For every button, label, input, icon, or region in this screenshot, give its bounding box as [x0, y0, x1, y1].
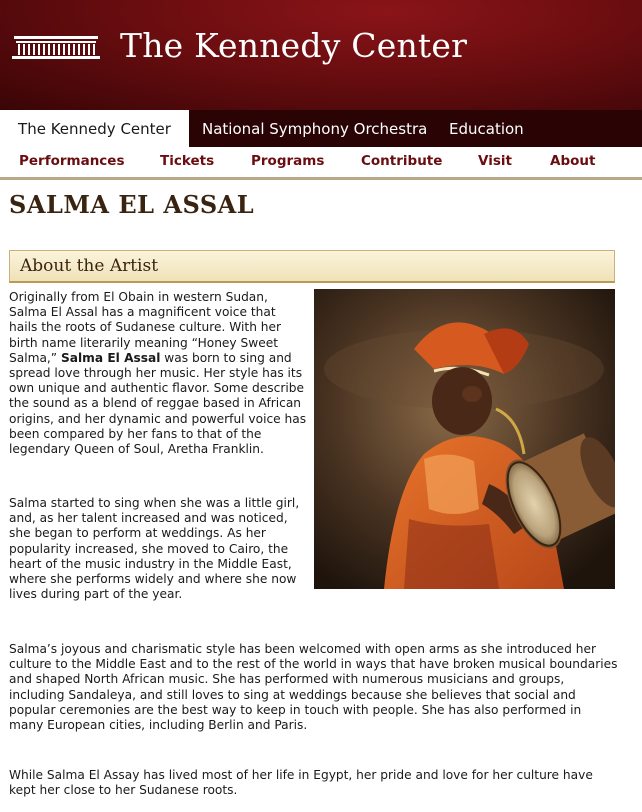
- kennedy-center-building-icon[interactable]: [10, 34, 102, 62]
- tab-national-symphony-orchestra[interactable]: National Symphony Orchestra: [202, 120, 428, 138]
- bio-paragraph-2: Salma started to sing when she was a little girl, and, as her talent increased and was noticed, she began to perform at weddings. As her popularity increased, she moved to Cairo, the heart of the music industry in the Middle East, where she performs widely and where she now lives during part of the year.: [9, 496, 300, 602]
- tab-kennedy-center[interactable]: The Kennedy Center: [0, 110, 189, 147]
- bio-paragraph-4: While Salma El Assay has lived most of her life in Egypt, her pride and love for her culture have kept her close to her Sudanese roots.: [9, 768, 593, 798]
- section-heading: About the Artist: [20, 256, 159, 276]
- artist-photo: [314, 289, 615, 589]
- page-title: SALMA EL ASSAL: [9, 190, 255, 219]
- bio-paragraph-1-text-cont: was born to sing and spread love through her music. Her style has its own unique and authentic flavor. Some describe the sound as a blend of reggae based in African origins, and her dynamic and powerful voice has been compared by her fans to that of the legendary Queen of Soul, Aretha Franklin.: [9, 350, 307, 457]
- subnav-tickets[interactable]: Tickets: [160, 153, 215, 169]
- header-banner: [0, 0, 642, 110]
- site-title[interactable]: The Kennedy Center: [120, 26, 468, 65]
- subnav-programs[interactable]: Programs: [251, 153, 325, 169]
- subnav-about[interactable]: About: [550, 153, 596, 169]
- bio-paragraph-3: Salma’s joyous and charismatic style has been welcomed with open arms as she introduced her culture to the Middle East and to the rest of the world in ways that have broken musical boundaries and shaped North African music. She has performed with numerous musicians and groups, including Sandaleya, and still loves to sing at weddings because she believes that social and popular ceremonies are the best way to keep in touch with people. She has also performed in many European cities, including Berlin and Paris.: [9, 642, 618, 733]
- subnav-contribute[interactable]: Contribute: [361, 153, 443, 169]
- artist-name-bold: Salma El Assal: [61, 350, 161, 365]
- tab-education[interactable]: Education: [449, 120, 524, 138]
- subnav-performances[interactable]: Performances: [19, 153, 125, 169]
- section-heading-bar: [9, 250, 615, 283]
- bio-paragraph-1-text: Originally from El Obain in western Sudan, Salma El Assal has a magnificent voice that hails the roots of Sudanese culture. With her birth name literarily meaning “Honey Sweet Salma,”: [9, 290, 282, 365]
- sub-navigation: [0, 147, 642, 180]
- bio-paragraph-1: [9, 290, 307, 457]
- top-navigation: [0, 110, 642, 147]
- subnav-visit[interactable]: Visit: [478, 153, 512, 169]
